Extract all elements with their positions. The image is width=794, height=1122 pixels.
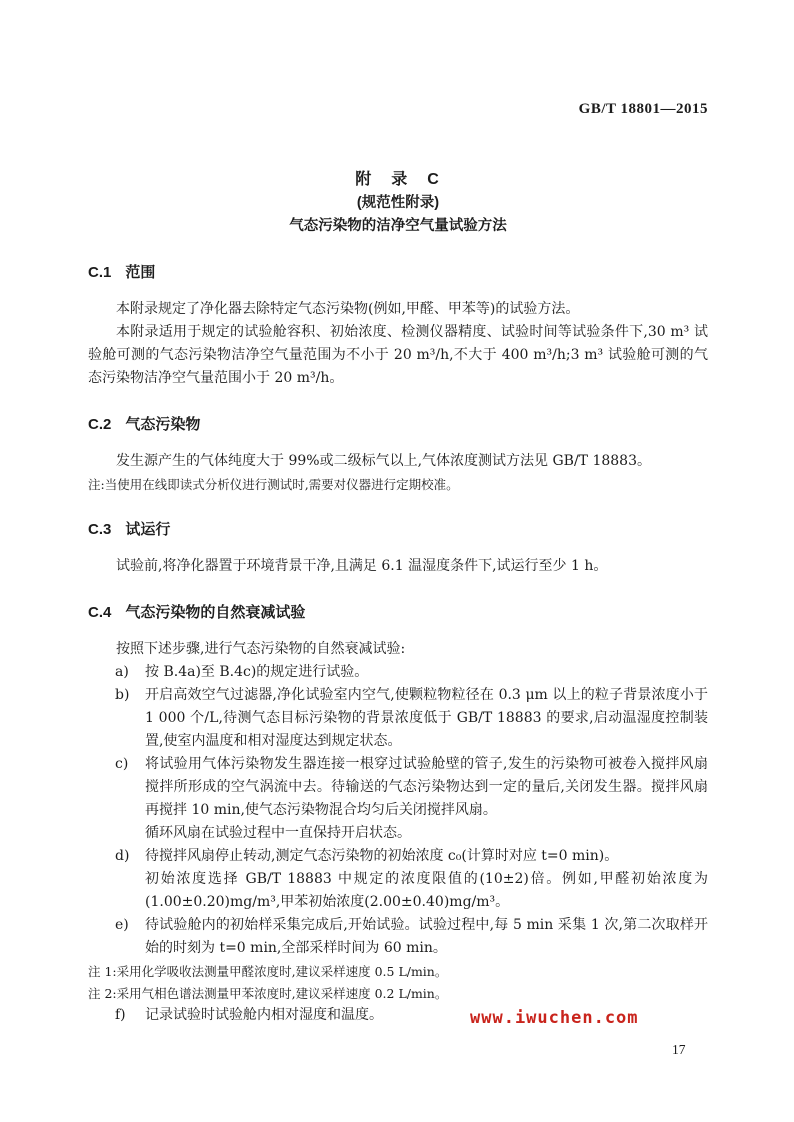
appendix-type: (规范性附录) (356, 195, 440, 211)
section-title: 试运行 (125, 521, 171, 538)
list-item-label: c) (115, 756, 129, 772)
section-title: 气态污染物的自然衰减试验 (125, 604, 306, 621)
appendix-title: 附 录 C (355, 171, 441, 188)
list-item-text: 将试验用气体污染物发生器连接一根穿过试验舱壁的管子,发生的污染物可被卷入搅拌风扇搅拌所形成的空气涡流中去。待输送的气态污染物达到一定的量后,关闭发生器。搅拌风扇再搅拌 10 min,使气态污染物混合均匀后关闭搅拌风扇。 (145, 756, 708, 818)
list-item-label: b) (115, 687, 130, 703)
section-number: C.3 (88, 521, 112, 538)
paragraph: 本附录规定了净化器去除特定气态污染物(例如,甲醛、甲苯等)的试验方法。 (116, 301, 580, 317)
standard-number: GB/T 18801—2015 (578, 101, 708, 117)
watermark: www.iwuchen.com (470, 1008, 639, 1028)
note-2: 注 2:采用气相色谱法测量甲苯浓度时,建议采样速度 0.2 L/min。 (88, 986, 448, 1001)
list-item-text: 开启高效空气过滤器,净化试验室内空气,使颗粒物粒径在 0.3 μm 以上的粒子背景浓度小于 1 000 个/L,待测气态目标污染物的背景浓度低于 GB/T 18883 的要求,启动温湿度控制装置,使室内温度和相对湿度达到规定状态。 (145, 687, 708, 749)
list-item-label: f) (115, 1007, 126, 1023)
section-title: 气态污染物 (125, 416, 201, 433)
list-item-a (88, 661, 708, 684)
paragraph: 按照下述步骤,进行气态污染物的自然衰减试验: (116, 641, 406, 657)
section-heading-c4 (88, 604, 708, 622)
list-item-e (88, 914, 708, 960)
section-heading-c3 (88, 521, 708, 539)
section-heading-c1 (88, 264, 708, 282)
paragraph: 发生源产生的气体纯度大于 99%或二级标气以上,气体浓度测试方法见 GB/T 18883。 (116, 453, 651, 469)
list-item-label: a) (115, 664, 129, 680)
section-number: C.2 (88, 416, 112, 433)
list-item-continuation: 循环风扇在试验过程中一直保持开启状态。 (145, 825, 411, 841)
list-item-b (88, 684, 708, 753)
section-heading-c2 (88, 416, 708, 434)
paragraph: 本附录适用于规定的试验舱容积、初始浓度、检测仪器精度、试验时间等试验条件下,30 m³ 试验舱可测的气态污染物洁净空气量范围为不小于 20 m³/h,不大于 400 m³/h;3 m³ 试验舱可测的气态污染物洁净空气量范围小于 20 m³/h。 (88, 324, 708, 386)
page-number: 17 (672, 1042, 686, 1057)
list-item-continuation: 初始浓度选择 GB/T 18883 中规定的浓度限值的(10±2)倍。例如,甲醛初始浓度为(1.00±0.20)mg/m³,甲苯初始浓度(2.00±0.40)mg/m³。 (145, 871, 708, 910)
section-title: 范围 (125, 264, 156, 281)
paragraph: 试验前,将净化器置于环境背景干净,且满足 6.1 温湿度条件下,试运行至少 1 h。 (116, 558, 608, 574)
note-1: 注 1:采用化学吸收法测量甲醛浓度时,建议采样速度 0.5 L/min。 (88, 964, 448, 979)
appendix-title-block (88, 168, 708, 238)
list-item-text: 按 B.4a)至 B.4c)的规定进行试验。 (145, 664, 369, 680)
list-item-text: 待搅拌风扇停止转动,测定气态污染物的初始浓度 c₀(计算时对应 t=0 min)。 (145, 848, 619, 864)
list-item-label: e) (115, 917, 129, 933)
section-number: C.1 (88, 264, 112, 281)
list-item-c (88, 753, 708, 822)
list-item-label: d) (115, 848, 130, 864)
section-number: C.4 (88, 604, 112, 621)
note: 注:当使用在线即读式分析仪进行测试时,需要对仪器进行定期校准。 (88, 477, 459, 492)
list-item-text: 待试验舱内的初始样采集完成后,开始试验。试验过程中,每 5 min 采集 1 次,第二次取样开始的时刻为 t=0 min,全部采样时间为 60 min。 (145, 917, 708, 956)
list-item-text: 记录试验时试验舱内相对湿度和温度。 (145, 1007, 383, 1023)
appendix-subject: 气态污染物的洁净空气量试验方法 (289, 218, 507, 234)
list-item-d (88, 845, 708, 868)
